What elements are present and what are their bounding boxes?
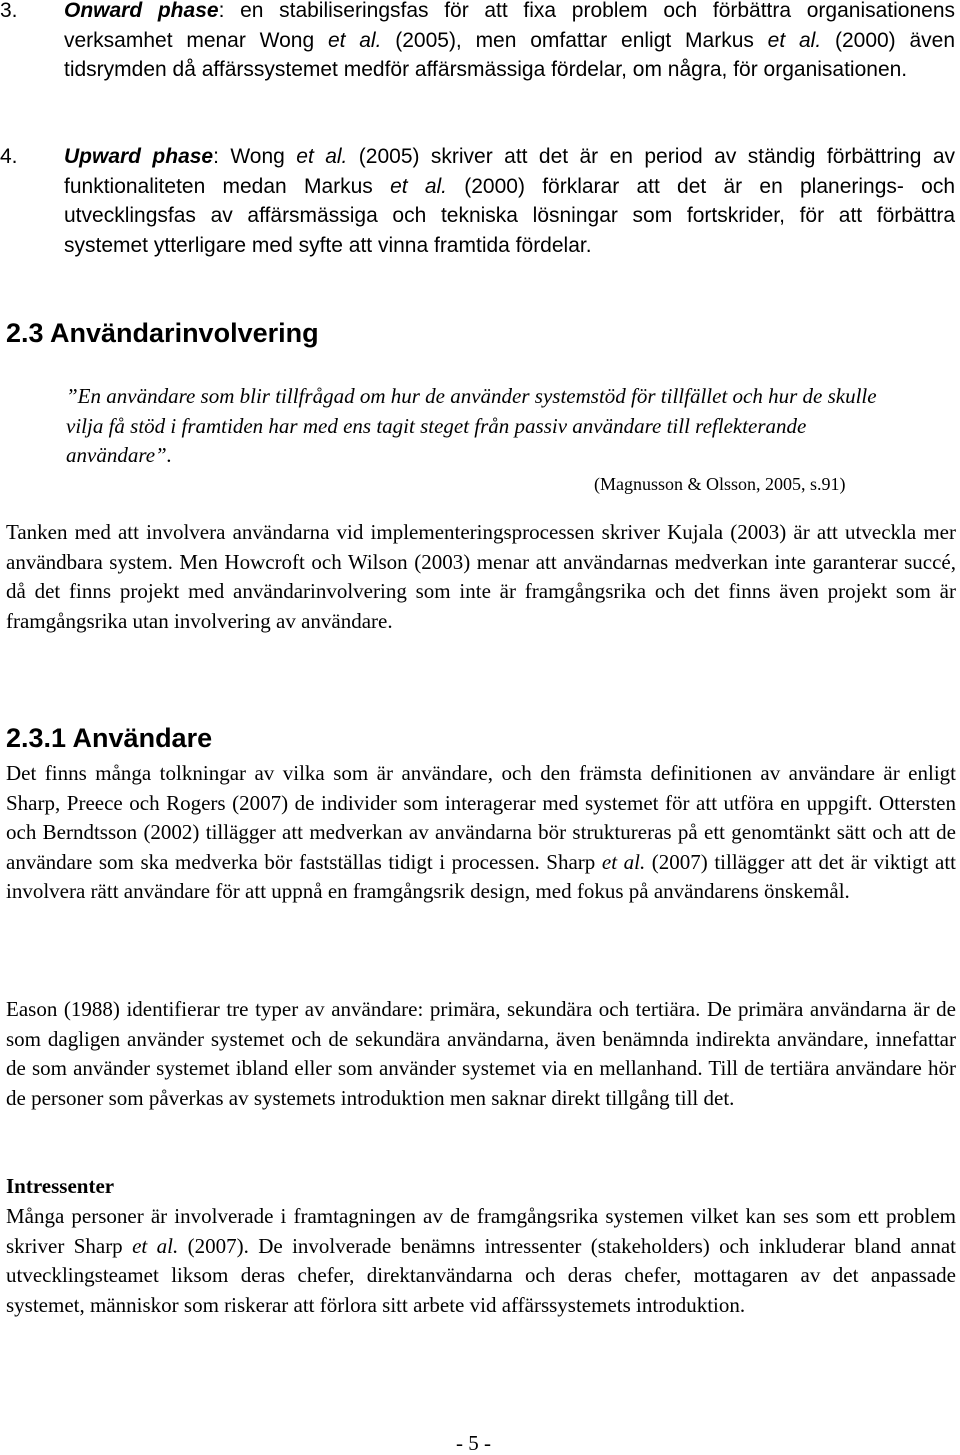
list-item-upward-phase bbox=[0, 142, 955, 260]
subheading-intressenter: Intressenter bbox=[6, 1174, 115, 1198]
paragraph-stakeholders bbox=[6, 1202, 956, 1320]
text-segment: (2000) även tidsrymden då affärssystemet medför affärsmässiga fördelar, om några, för organisationen. bbox=[64, 28, 956, 81]
text-segment: : Wong bbox=[213, 145, 297, 168]
et-al: et al. bbox=[327, 28, 382, 52]
list-text bbox=[64, 0, 955, 85]
text-segment: : en stabiliseringsfas för att fixa problem och förbättra organisationens verksamhet menar Wong bbox=[64, 0, 956, 52]
text-segment: (2005) skriver att det är en period av ständig förbättring av funktionaliteten medan Markus bbox=[64, 145, 955, 198]
list-number: 3. bbox=[0, 0, 18, 22]
et-al: et al. bbox=[296, 145, 348, 168]
text-segment: Många personer är involverade i framtagningen av de framgångsrika systemen vilket kan ses som ett problem skriver Sharp bbox=[6, 1204, 956, 1258]
text-segment: (2005), men omfattar enligt Markus bbox=[381, 28, 768, 52]
block-quote: ”En användare som blir tillfrågad om hur de använder systemstöd för tillfället och hur de skulle vilja få stöd i framtiden har med ens tagit steget från passiv användare till reflekterande användare”. bbox=[66, 384, 877, 467]
et-al: et al. bbox=[767, 28, 822, 52]
text-segment: (2007). De involverade benämns intressenter (stakeholders) och inkluderar bland annat utvecklingsteamet liksom deras chefer, direktanvändarna och deras chefer, mottagaren av det anpassade systemet, människor som riskerar att förlora sitt arbete vid affärssystemets introduktion. bbox=[6, 1233, 956, 1317]
paragraph-user-definition bbox=[6, 759, 956, 907]
paragraph-user-involvement: Tanken med att involvera användarna vid implementeringsprocessen skriver Kujala (2003) är att utveckla mer användbara system. Men Howcroft och Wilson (2003) menar att användarnas medverkan inte garanterar succé, då det finns projekt med användarinvolvering som inte är framgångsrika och det finns även projekt som är framgångsrika utan involvering av användare. bbox=[6, 520, 956, 633]
quote-citation: (Magnusson & Olsson, 2005, s.91) bbox=[594, 474, 846, 494]
term-upward-phase: Upward phase bbox=[64, 145, 214, 168]
section-heading-2-3: 2.3 Användarinvolvering bbox=[6, 318, 319, 348]
section-heading-2-3-1: 2.3.1 Användare bbox=[6, 723, 213, 753]
text-segment: Det finns många tolkningar av vilka som är användare, och den främsta definitionen av användare är enligt Sharp, Preece och Rogers (2007) de individer som interagerar med systemet för att utföra en uppgift. Ottersten och Berndtsson (2002) tillägger att medverkan av användarna bör struktureras på ett genomtänkt sätt och att de användare som ska medverka bör fastställas tidigt i processen. Sharp bbox=[6, 761, 956, 874]
paragraph-user-types: Eason (1988) identifierar tre typer av användare: primära, sekundära och tertiära. De primära användarna är de som dagligen använder systemet och de sekundära användarna, även benämnda indirekta användare, innefattar de som använder systemet ibland eller som använder systemet via en mellanhand. Till de tertiära användare hör de personer som påverkas av systemets introduktion men saknar direkt tillgång till det. bbox=[6, 997, 956, 1110]
list-text bbox=[64, 142, 955, 260]
list-item-onward-phase bbox=[0, 0, 955, 85]
et-al: et al. bbox=[601, 849, 646, 874]
term-onward-phase: Onward phase bbox=[64, 0, 219, 22]
et-al: et al. bbox=[132, 1233, 179, 1258]
et-al: et al. bbox=[390, 174, 447, 198]
page-number: - 5 - bbox=[456, 1431, 491, 1455]
list-number: 4. bbox=[0, 145, 18, 168]
text-segment: (2000) förklarar att det är en planerings- och utvecklingsfas av affärsmässiga och tekniska lösningar som fortskrider, för att förbättra systemet ytterligare med syfte att vinna framtida fördelar. bbox=[64, 174, 955, 257]
text-segment: (2007) tillägger att det är viktigt att involvera rätt användare för att uppnå en framgångsrik design, med fokus på användarens önskemål. bbox=[6, 849, 956, 903]
